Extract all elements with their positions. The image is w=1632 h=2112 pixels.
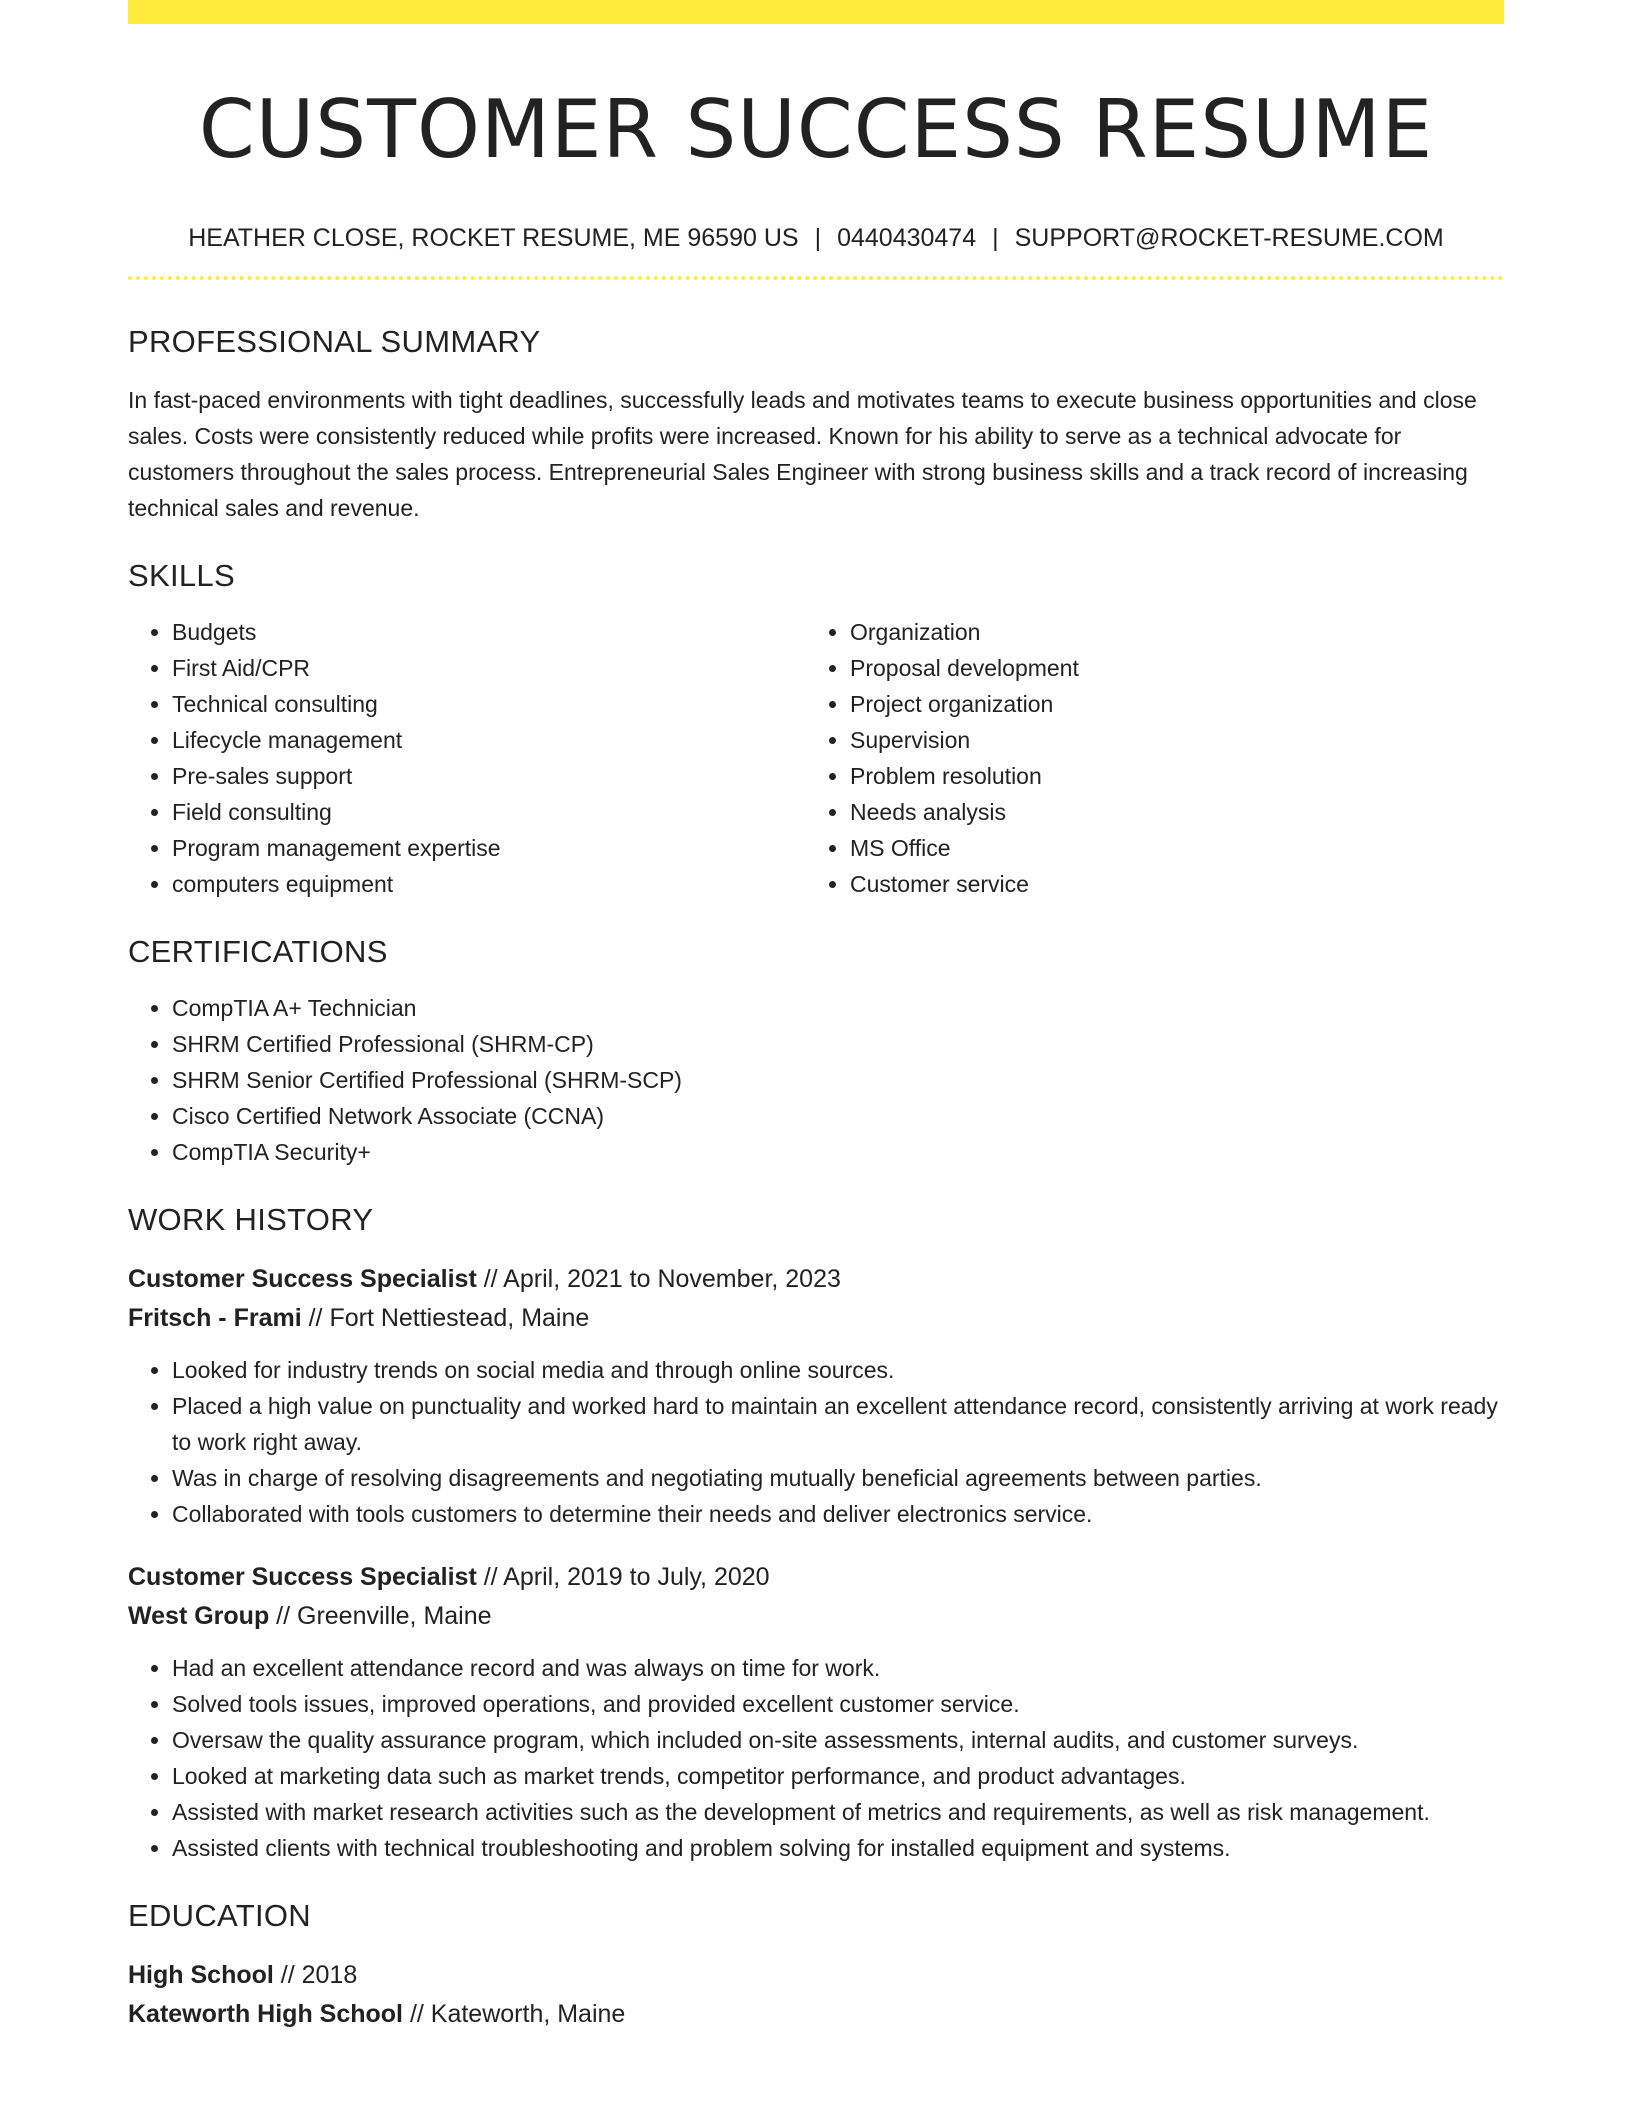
skill-item: • Customer service [850, 866, 1484, 902]
job-role: Customer Success Specialist [128, 1265, 477, 1293]
skill-item: • computers equipment [172, 866, 806, 902]
certification-item: • CompTIA A+ Technician [172, 990, 1504, 1026]
skill-item: • Organization [850, 614, 1484, 650]
summary-heading: PROFESSIONAL SUMMARY [128, 324, 541, 359]
contact-address: HEATHER CLOSE, ROCKET RESUME, ME 96590 US [188, 224, 799, 252]
work-history-heading: WORK HISTORY [128, 1202, 374, 1237]
education-year: // 2018 [273, 1961, 358, 1989]
job-duty: • Solved tools issues, improved operations, and provided excellent customer service. [172, 1686, 1504, 1722]
job-title-line [128, 1260, 1504, 1299]
certification-item: • SHRM Senior Certified Professional (SHRM-SCP) [172, 1062, 1504, 1098]
skill-item: • Problem resolution [850, 758, 1484, 794]
skills-heading: SKILLS [128, 558, 235, 593]
contact-email: SUPPORT@ROCKET-RESUME.COM [1014, 224, 1444, 252]
job-company-line [128, 1299, 1504, 1338]
certification-item: • SHRM Certified Professional (SHRM-CP) [172, 1026, 1504, 1062]
job-duty: • Was in charge of resolving disagreements and negotiating mutually beneficial agreements between parties. [172, 1460, 1504, 1496]
dotted-divider [128, 276, 1504, 280]
skill-item: • Technical consulting [172, 686, 806, 722]
skills-column-left [128, 614, 806, 902]
skill-item: • MS Office [850, 830, 1484, 866]
job-company-line [128, 1597, 1504, 1636]
certifications-list [128, 990, 1504, 1170]
job-duty: • Assisted with market research activities such as the development of metrics and requirements, as well as risk management. [172, 1794, 1504, 1830]
contact-separator: | [814, 224, 822, 252]
contact-phone: 0440430474 [837, 224, 977, 252]
job-duty: • Looked at marketing data such as market trends, competitor performance, and product advantages. [172, 1758, 1504, 1794]
resume-content [128, 0, 1504, 2034]
education-degree: High School [128, 1961, 274, 1989]
job-duty: • Placed a high value on punctuality and worked hard to maintain an excellent attendance record, consistently arriving at work ready to work right away. [172, 1388, 1504, 1460]
job-title-line [128, 1558, 1504, 1597]
job-dates: // April, 2019 to July, 2020 [476, 1563, 770, 1591]
skill-item: • Program management expertise [172, 830, 806, 866]
skill-item: • Field consulting [172, 794, 806, 830]
skills-list-left [128, 614, 806, 902]
job-duties-list [128, 1650, 1504, 1866]
summary-text: In fast-paced environments with tight deadlines, successfully leads and motivates teams to execute business opportunities and close sales. Costs were consistently reduced while profits were increased. Known for his ability to serve as a technical advocate for customers throughout the sales process. Entrepreneurial Sales Engineer with strong business skills and a track record of increasing technical sales and revenue. [128, 387, 1477, 521]
job-role: Customer Success Specialist [128, 1563, 477, 1591]
education-degree-line [128, 1956, 1504, 1995]
job-duties-list [128, 1352, 1504, 1532]
job-duty: • Oversaw the quality assurance program, which included on-site assessments, internal audits, and customer surveys. [172, 1722, 1504, 1758]
skill-item: • First Aid/CPR [172, 650, 806, 686]
certification-item: • Cisco Certified Network Associate (CCNA) [172, 1098, 1504, 1134]
education-heading: EDUCATION [128, 1898, 311, 1933]
certification-item: • CompTIA Security+ [172, 1134, 1504, 1170]
education-location: // Kateworth, Maine [403, 2000, 626, 2028]
job-location: // Greenville, Maine [269, 1602, 492, 1630]
skills-list-right [806, 614, 1484, 902]
job-location: // Fort Nettiestead, Maine [301, 1304, 590, 1332]
skill-item: • Lifecycle management [172, 722, 806, 758]
job-duty: • Assisted clients with technical troubleshooting and problem solving for installed equipment and systems. [172, 1830, 1504, 1866]
job-dates: // April, 2021 to November, 2023 [476, 1265, 841, 1293]
job-duty: • Looked for industry trends on social media and through online sources. [172, 1352, 1504, 1388]
skill-item: • Proposal development [850, 650, 1484, 686]
contact-line [128, 222, 1504, 254]
skill-item: • Project organization [850, 686, 1484, 722]
skill-item: • Supervision [850, 722, 1484, 758]
contact-separator: | [992, 224, 999, 252]
certifications-heading: CERTIFICATIONS [128, 934, 388, 969]
skill-item: • Budgets [172, 614, 806, 650]
job-entry [128, 1558, 1504, 1866]
job-company: West Group [128, 1602, 270, 1630]
job-duty: • Had an excellent attendance record and was always on time for work. [172, 1650, 1504, 1686]
resume-title: CUSTOMER SUCCESS RESUME [198, 83, 1434, 176]
skill-item: • Needs analysis [850, 794, 1484, 830]
skills-columns [128, 614, 1504, 902]
job-entry [128, 1260, 1504, 1532]
education-school-line [128, 1995, 1504, 2034]
education-school: Kateworth High School [128, 2000, 403, 2028]
job-company: Fritsch - Frami [128, 1304, 302, 1332]
skill-item: • Pre-sales support [172, 758, 806, 794]
skills-column-right [806, 614, 1484, 902]
job-duty: • Collaborated with tools customers to determine their needs and deliver electronics service. [172, 1496, 1504, 1532]
